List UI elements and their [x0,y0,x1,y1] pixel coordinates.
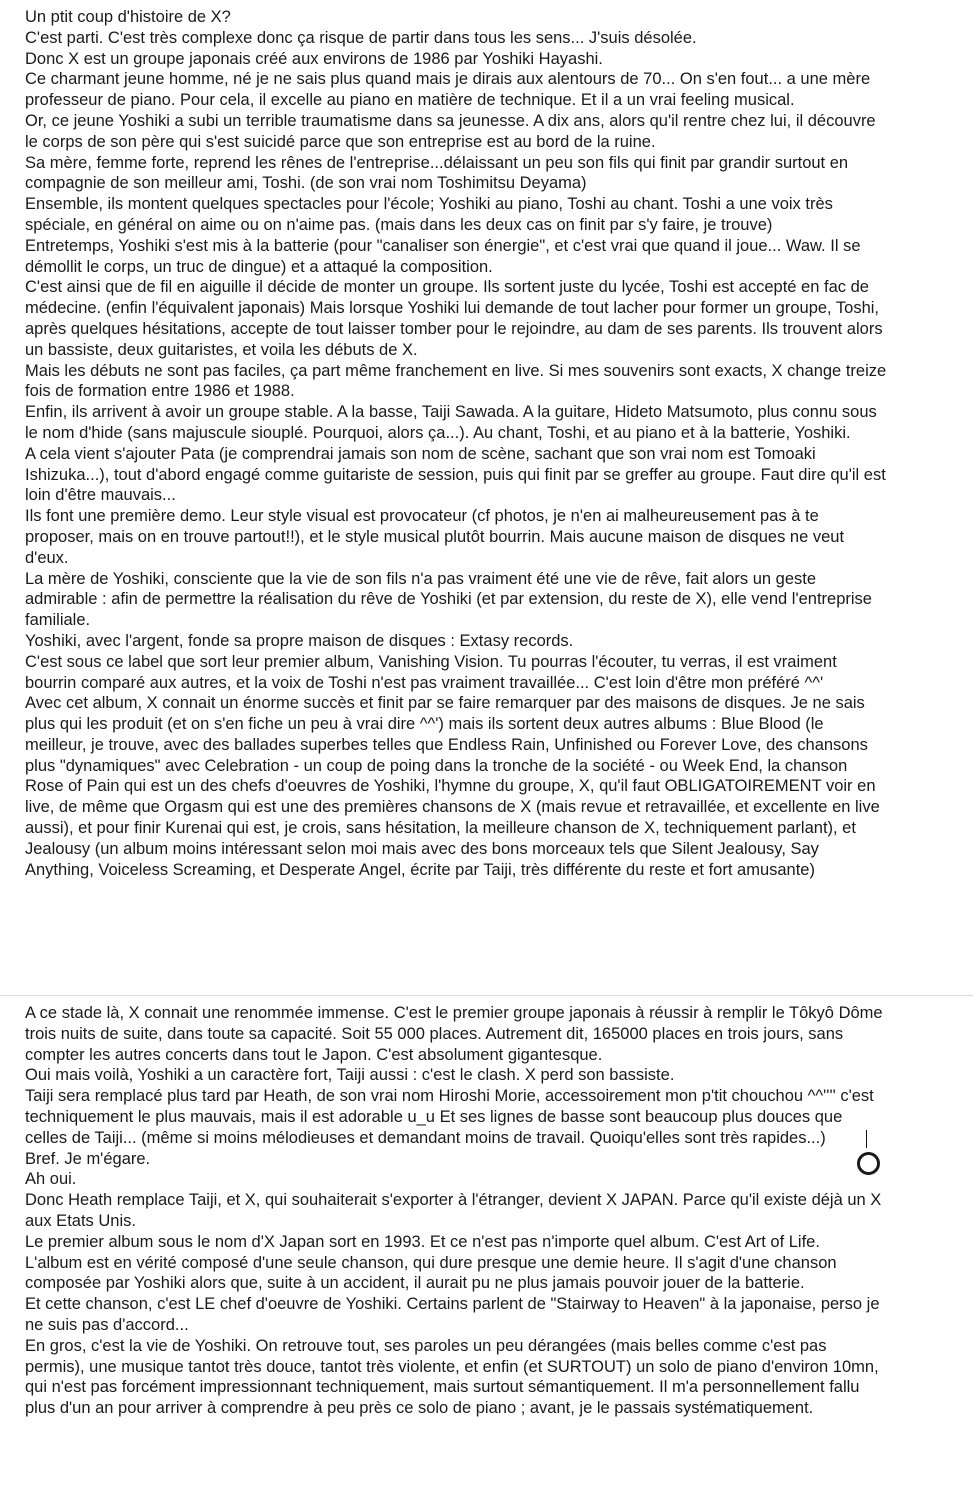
paragraph: Donc Heath remplace Taiji, et X, qui souhaiterait s'exporter à l'étranger, devient X JAPAN. Parce qu'il existe déjà un X aux Etats Unis. [25,1191,882,1230]
text-cursor [866,1130,867,1148]
paragraph: Yoshiki, avec l'argent, fonde sa propre maison de disques : Extasy records. [25,631,574,650]
paragraph: Enfin, ils arrivent à avoir un groupe stable. A la basse, Taiji Sawada. A la guitare, Hideto Matsumoto, plus connu sous le nom d'hide (sans majuscule siouplé. Pourquoi, alors ça...). Au chant, Toshi, et au piano et à la batterie, Yoshiki. [25,403,877,442]
paragraph: Le premier album sous le nom d'X Japan sort en 1993. Et ce n'est pas n'importe quel album. C'est Art of Life. [25,1232,820,1251]
paragraph: Ensemble, ils montent quelques spectacles pour l'école; Yoshiki au piano, Toshi au chant. Toshi a une voix très spéciale, en général on aime ou on n'aime pas. (mais dans les deux cas on finit par s'y faire, je trouve) [25,195,833,234]
paragraph: C'est ainsi que de fil en aiguille il décide de monter un groupe. Ils sortent juste du lycée, Toshi est accepté en fac de médecine. (enfin l'équivalent japonais) Mais lorsque Yoshiki lui demande de tout lacher pour former un groupe, Toshi, après quelques hésitations, accepte de tout laisser tomber pour le rejoindre, au dam de ses parents. Ils trouvent alors un bassiste, deux guitaristes, et voila les débuts de X. [25,278,883,359]
paragraph: Ce charmant jeune homme, né je ne sais plus quand mais je dirais aux alentours de 70... On s'en fout... a une mère professeur de piano. Pour cela, il excelle au piano en matière de technique. Et il a un vrai feeling musical. [25,70,871,110]
paragraph: C'est sous ce label que sort leur premier album, Vanishing Vision. Tu pourras l'écouter, tu verras, il est vraiment bourrin comparé aux autres, et la voix de Toshi n'est pas vraiment travaillée... C'est loin d'être mon préféré ^^' [25,652,837,692]
paragraph: Avec cet album, X connait un énorme succès et finit par se faire remarquer par des maisons de disques. Je ne sais plus qui les produit (et on s'en fiche un peu à vrai dire ^^') mais ils sortent deux autres albums : Blue Blood (le meilleur, je trouve, avec des ballades superbes telles que Endless Rain, Unfinished ou Forever Love, des chansons plus "dynamiques" avec Celebration - un coup de poing dans la tronche de la société - ou Week End, la chanson Rose of Pain qui est un des chefs d'oeuvres de Yoshiki, l'hymne du groupe, X, qu'il faut OBLIGATOIREMENT voir en live, de même que Orgasm qui est une des premières chansons de X (mais revue et retravaillée, et excellente en live aussi), et pour finir Kurenai qui est, je crois, sans hésitation, la meilleure chanson de X, techniquement parlant), et Jealousy (un album moins intéressant selon moi mais avec des bons morceaux tels que Silent Jealousy, Say Anything, Voiceless Screaming, et Desperate Angel, écrite par Taiji, très différente du reste et fort amusante) [25,694,880,879]
paragraph: Et cette chanson, c'est LE chef d'oeuvre de Yoshiki. Certains parlent de "Stairway to Heaven" à la japonaise, perso je ne suis pas d'accord... [25,1295,880,1334]
paragraph: Donc X est un groupe japonais créé aux environs de 1986 par Yoshiki Hayashi. [25,49,603,68]
circle-cursor-icon [857,1152,880,1175]
paragraph-title-line: Un ptit coup d'histoire de X? [25,8,231,26]
paragraph: L'album est en vérité composé d'une seule chanson, qui dure presque une demie heure. Il s'agit d'une chanson composée par Yoshiki alors que, suite à un accident, il aurait pu ne plus jamais pouvoir jouer de la batterie. [25,1253,837,1293]
paragraph: Ah oui. [25,1170,77,1189]
paragraph: Bref. Je m'égare. [25,1149,151,1168]
document-section-1 [25,7,887,880]
paragraph: C'est parti. C'est très complexe donc ça risque de partir dans tous les sens... J'suis désolée. [25,28,697,47]
paragraph: Taiji sera remplacé plus tard par Heath, de son vrai nom Hiroshi Morie, accessoirement mon p'tit chouchou ^^'''' c'est techniquement le plus mauvais, mais il est adorable u_u Et ses lignes de basse sont beaucoup plus douces que celles de Taiji... (même si moins mélodieuses et demandant moins de travail. Quoiqu'elles sont très rapides...) [25,1087,874,1147]
paragraph: En gros, c'est la vie de Yoshiki. On retrouve tout, ses paroles un peu dérangées (mais belles comme c'est pas permis), une musique tantot très douce, tantot très violente, et enfin (et SURTOUT) un solo de piano d'environ 10mn, qui n'est pas forcément impressionnant techniquement, mais surtout sémantiquement. Il m'a personnellement fallu plus d'un an pour arriver à comprendre à peu près ce solo de piano ; avant, je le passais systématiquement. [25,1336,879,1418]
page-divider [0,995,973,996]
paragraph: A cela vient s'ajouter Pata (je comprendrai jamais son nom de scène, sachant que son vrai nom est Tomoaki Ishizuka...), tout d'abord engagé comme guitariste de session, puis qui finit par se greffer au groupe. Faut dire qu'il est loin d'être mauvais... [25,444,886,505]
paragraph: Mais les débuts ne sont pas faciles, ça part même franchement en live. Si mes souvenirs sont exacts, X change treize fois de formation entre 1986 et 1988. [25,361,887,401]
paragraph: Sa mère, femme forte, reprend les rênes de l'entreprise...délaissant un peu son fils qui finit par grandir surtout en compagnie de son meilleur ami, Toshi. (de son vrai nom Toshimitsu Deyama) [25,153,849,193]
paragraph: Oui mais voilà, Yoshiki a un caractère fort, Taiji aussi : c'est le clash. X perd son bassiste. [25,1066,675,1085]
document-section-2[interactable] [25,1003,887,1419]
paragraph: Ils font une première demo. Leur style visual est provocateur (cf photos, je n'en ai malheureusement pas à te proposer, mais on en trouve partout!!), et le style musical plutôt bourrin. Mais aucune maison de disques ne veut d'eux. [25,507,845,567]
paragraph: La mère de Yoshiki, consciente que la vie de son fils n'a pas vraiment été une vie de rêve, fait alors un geste admirable : afin de permettre la réalisation du rêve de Yoshiki (et par extension, du reste de X), elle vend l'entreprise familiale. [25,569,872,630]
paragraph: Entretemps, Yoshiki s'est mis à la batterie (pour "canaliser son énergie", et c'est vrai que quand il joue... Waw. Il se démollit le corps, un truc de dingue) et a attaqué la composition. [25,236,861,276]
paragraph: Or, ce jeune Yoshiki a subi un terrible traumatisme dans sa jeunesse. A dix ans, alors qu'il rentre chez lui, il découvre le corps de son père qui s'est suicidé parce que son entreprise est au bord de la ruine. [25,111,876,151]
paragraph: A ce stade là, X connait une renommée immense. C'est le premier groupe japonais à réussir à remplir le Tôkyô Dôme trois nuits de suite, dans toute sa capacité. Soit 55 000 places. Autrement dit, 165000 places en trois jours, sans compter les autres concerts dans tout le Japon. C'est absolument gigantesque. [25,1004,883,1064]
